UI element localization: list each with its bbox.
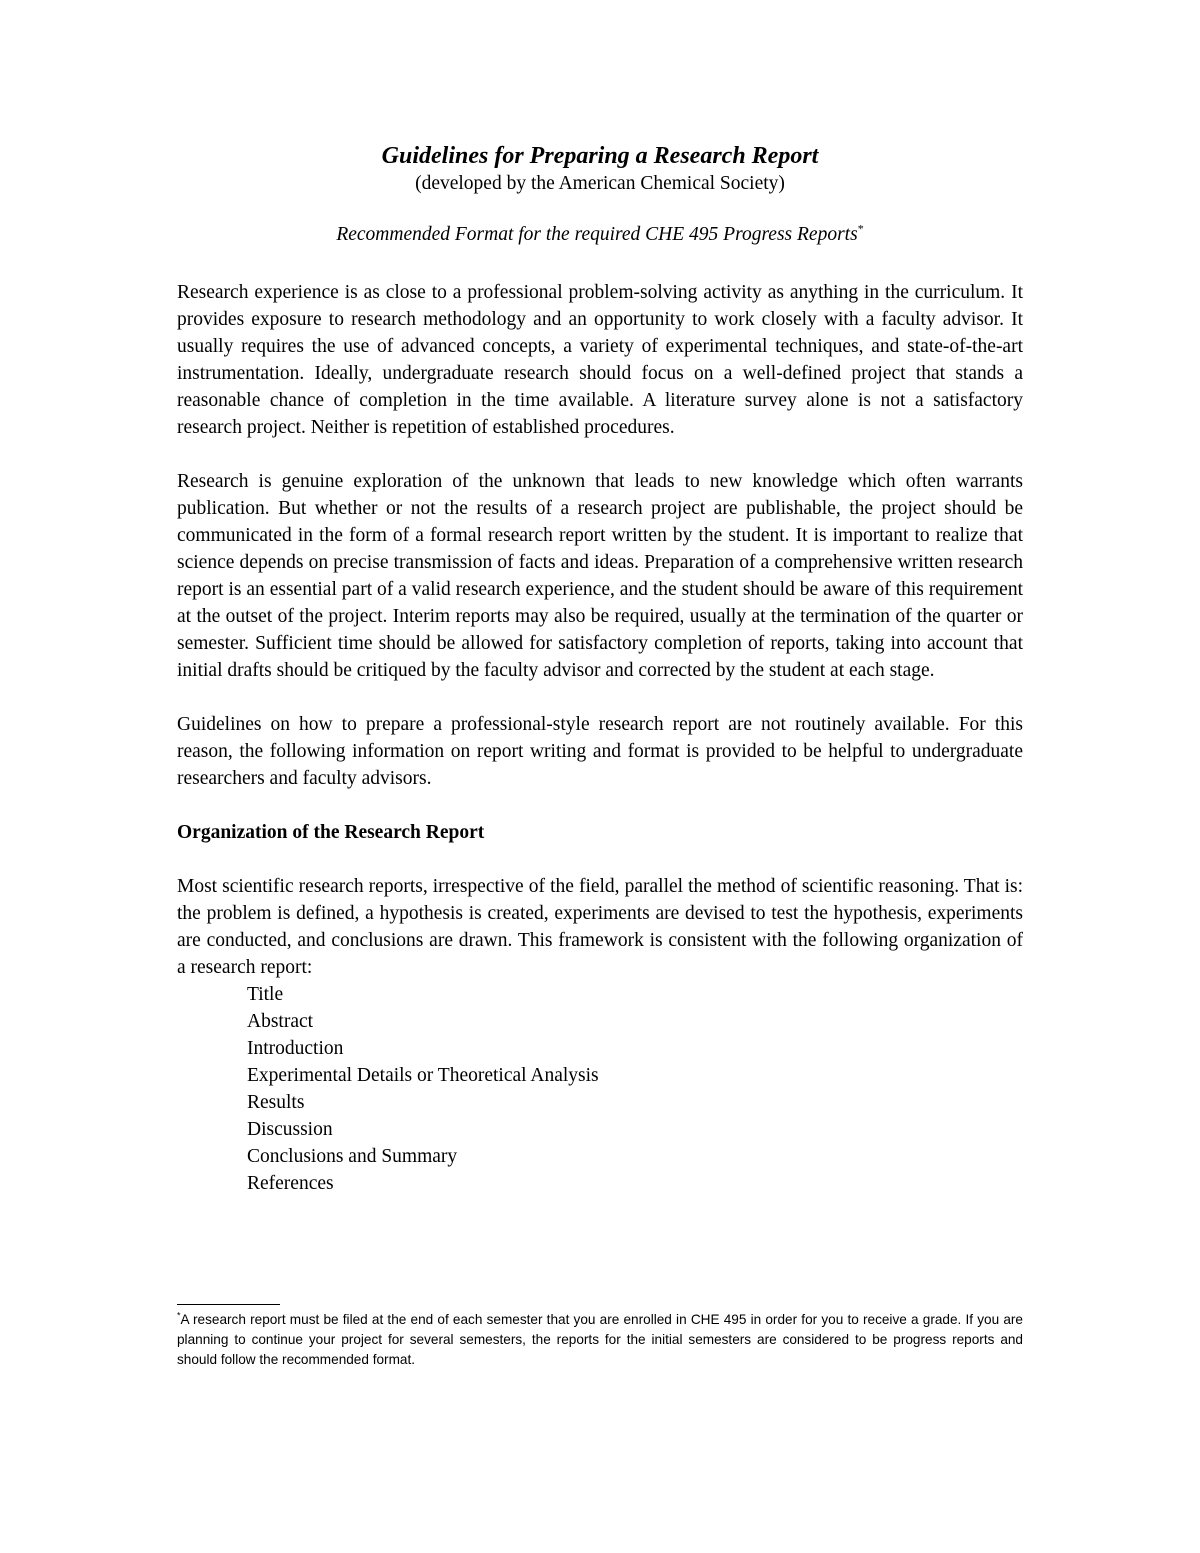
list-item: Introduction [247,1038,344,1059]
footnote-divider [177,1304,280,1305]
report-outline-list [177,981,1023,1197]
section-paragraph: Most scientific research reports, irrespective of the field, parallel the method of scientific reasoning. That is: the problem is defined, a hypothesis is created, experiments are devised to test the hypothesis, experiments are conducted, and conclusions are drawn. This framework is consistent with the following organization of a research report: [177,876,1023,978]
document-subtitle: (developed by the American Chemical Society) [415,173,785,194]
list-item: Results [247,1092,305,1113]
format-line [177,222,1023,248]
list-item: Conclusions and Summary [247,1146,458,1167]
footnote-marker-ref: * [177,1310,181,1321]
footnote [177,1310,1023,1370]
document-title: Guidelines for Preparing a Research Report [381,143,819,169]
list-item: Discussion [247,1119,333,1140]
intro-paragraph: Research experience is as close to a professional problem-solving activity as anything in the curriculum. It provides exposure to research methodology and an opportunity to work closely with a faculty advisor. It usually requires the use of advanced concepts, a variety of experimental techniques, and state-of-the-art instrumentation. Ideally, undergraduate research should focus on a well-defined project that stands a reasonable chance of completion in the time available. A literature survey alone is not a satisfactory research project. Neither is repetition of established procedures. [177,282,1023,438]
document-body [177,141,1023,1197]
section-heading: Organization of the Research Report [177,822,485,843]
exploration-paragraph: Research is genuine exploration of the unknown that leads to new knowledge which often warrants publication. But whether or not the results of a research project are publishable, the project should be communicated in the form of a formal research report written by the student. It is important to realize that science depends on precise transmission of facts and ideas. Preparation of a comprehensive written research report is an essential part of a valid research experience, and the student should be aware of this requirement at the outset of the project. Interim reports may also be required, usually at the termination of the quarter or semester. Sufficient time should be allowed for satisfactory completion of reports, taking into account that initial drafts should be critiqued by the faculty advisor and corrected by the student at each stage. [177,471,1023,681]
footnote-marker: * [857,221,864,236]
guidelines-paragraph: Guidelines on how to prepare a professional-style research report are not routinely available. For this reason, the following information on report writing and format is provided to be helpful to undergraduate researchers and faculty advisors. [177,714,1023,789]
footnote-text: A research report must be filed at the end of each semester that you are enrolled in CHE 495 in order for you to receive a grade. If you are planning to continue your project for several semesters, the reports for the initial semesters are considered to be progress reports and should follow the recommended format. [177,1312,1023,1367]
format-line-text: Recommended Format for the required CHE 495 Progress Reports [336,224,858,245]
list-item: Abstract [247,1011,314,1032]
list-item: Title [247,984,284,1005]
list-item: Experimental Details or Theoretical Analysis [247,1065,599,1086]
list-item: References [247,1173,334,1194]
